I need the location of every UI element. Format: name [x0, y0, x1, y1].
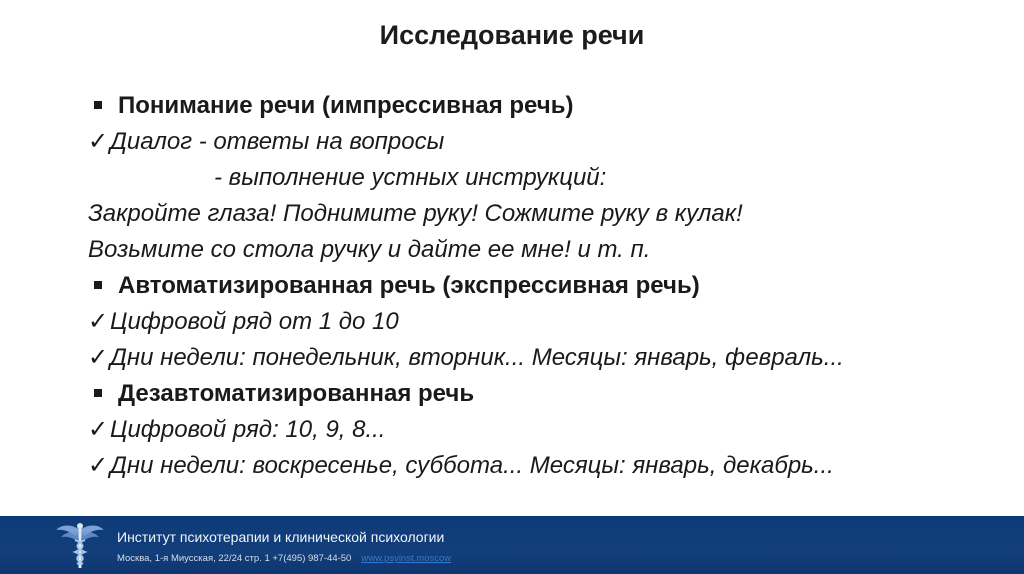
institute-address: Москва, 1-я Миусская, 22/24 стр. 1 +7(495) 987-44-50: [117, 553, 352, 564]
list-item: [88, 340, 988, 376]
checkmark-icon: ✓: [88, 452, 109, 479]
square-bullet-icon: [94, 389, 102, 397]
list-item-text: Дни недели: понедельник, вторник... Месяцы: январь, февраль...: [110, 344, 844, 371]
example-text-line: Возьмите со стола ручку и дайте ее мне! и т. п.: [88, 236, 651, 263]
slide-title: Исследование речи: [379, 20, 645, 50]
checkmark-icon: ✓: [88, 308, 109, 335]
heading-text: Дезавтоматизированная речь: [118, 380, 475, 407]
list-item: [88, 448, 988, 484]
checkmark-icon: ✓: [88, 128, 109, 155]
list-item: [88, 304, 988, 340]
caduceus-logo-icon: [54, 520, 106, 570]
checkmark-icon: ✓: [88, 344, 109, 371]
heading-text: Понимание речи (импрессивная речь): [118, 92, 574, 119]
list-item: [88, 412, 988, 448]
section-heading-automated: [88, 268, 988, 304]
example-text-line: Закройте глаза! Поднимите руку! Сожмите руку в кулак!: [88, 200, 743, 227]
list-item-text: - выполнение устных инструкций:: [214, 164, 607, 191]
section-heading-impressive: [88, 88, 988, 124]
list-item-text: Цифровой ряд от 1 до 10: [110, 308, 399, 335]
list-item-text: Диалог - ответы на вопросы: [110, 128, 445, 155]
section-heading-deautomated: [88, 376, 988, 412]
square-bullet-icon: [94, 101, 102, 109]
footer-bar: [0, 516, 1024, 574]
list-item: [88, 124, 988, 160]
example-text: [88, 196, 988, 232]
square-bullet-icon: [94, 281, 102, 289]
list-item-text: Дни недели: воскресенье, суббота... Месяцы: январь, декабрь...: [110, 452, 834, 479]
list-item-continuation: [88, 160, 988, 196]
heading-text: Автоматизированная речь (экспрессивная речь): [118, 272, 700, 299]
institute-name: Институт психотерапии и клинической психологии: [117, 529, 445, 545]
checkmark-icon: ✓: [88, 416, 109, 443]
list-item-text: Цифровой ряд: 10, 9, 8...: [110, 416, 386, 443]
slide-content: [88, 88, 988, 484]
example-text: [88, 232, 988, 268]
institute-contact: [117, 553, 451, 564]
website-link[interactable]: www.psyinst.moscow: [361, 553, 452, 564]
